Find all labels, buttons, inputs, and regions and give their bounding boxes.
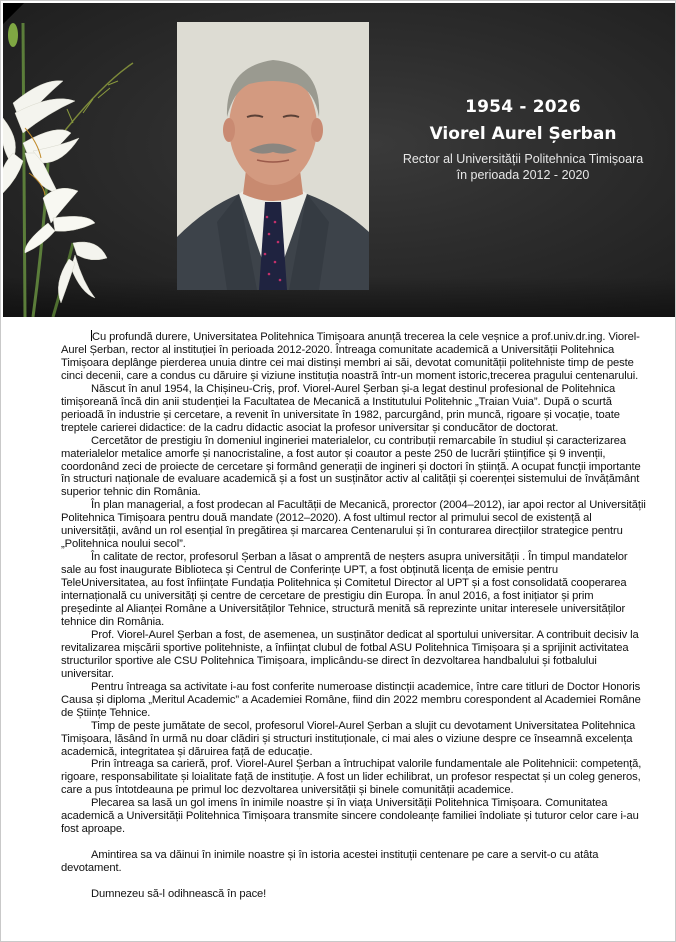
person-portrait-icon	[177, 22, 369, 290]
paragraph-prayer: Dumnezeu să-l odihnească în pace!	[91, 888, 267, 901]
role-description	[373, 151, 673, 183]
deceased-name: Viorel Aurel Șerban	[429, 124, 617, 144]
paragraph-remembrance: Amintirea sa va dăinui în inimile noastre și în istoria acestei instituții centenare pe care a servit-o cu atâta devotament.	[61, 849, 599, 875]
paragraph-research: Cercetător de prestigiu în domeniul ingineriei materialelor, cu contribuții remarcabile în studiul și caracterizarea materialelor metalice amorfe și nanocristaline, a fost autor și coautor a peste 250 de lucrări științifice și 9 invenții, coordonând zeci de proiecte de cercetare și formând generații de ingineri și doctori în știință. A ocupat funcții importante în structuri naționale de evaluare academică și a fost un susținător activ al calității și coerenței sistemului de învățământ superior tehnic din România.	[61, 434, 641, 499]
paragraph-rectorate: În calitate de rector, profesorul Șerban a lăsat o amprentă de neșters asupra universității . În timpul mandatelor sale au fost inaugurate Biblioteca și Centrul de Conferințe UPT, a fost obținută licența de emisie pentru TeleUniversitatea, au fost înființate Fundația Politehnica și Comitetul Director al UPT și a fost consolidată cooperarea internațională cu universități și centre de cercetare de prestigiu din Europa. În anul 2016, a fost inițiator și prim președinte al Alianței Române a Universităților Tehnice, structură menită să reprezinte unitar interesele universităților tehnice din România.	[61, 551, 628, 628]
announcement-body	[61, 330, 646, 901]
paragraph-distinctions: Pentru întreaga sa activitate i-au fost conferite numeroase distincții academice, între care titluri de Doctor Honoris Causa și diploma „Meritul Academic” a Academiei Române, fiind din 2022 membru corespondent al Academiei Române de Științe Tehnice.	[61, 680, 641, 719]
life-years: 1954 - 2026	[465, 97, 581, 117]
white-lilies-icon	[3, 23, 153, 317]
paragraph-intro: Cu profundă durere, Universitatea Politehnica Timișoara anunță trecerea la cele veșnice a prof.univ.dr.ing. Viorel-Aurel Șerban, rector al instituției în perioada 2012-2020. Întreaga comunitate academică a Universității Politehnica Timișoara deplânge pierderea unuia dintre cei mai distinși membri ai săi, devotat comunității politehniste timp de peste cinci decenii, care a condus cu dăruire și viziune instituția noastră într-un moment istoric,trecerea pragului centenarului.	[61, 330, 646, 383]
portrait-photo	[177, 22, 369, 290]
role-line-1: Rector al Universității Politehnica Timișoara	[402, 152, 644, 166]
role-line-2: în perioada 2012 - 2020	[456, 168, 590, 182]
paragraph-condolences: Plecarea sa lasă un gol imens în inimile noastre și în viața Universității Politehnica Timișoara. Comunitatea academică a Universității Politehnica Timișoara transmite sincere condoleanțe familiei îndoliate și tuturor celor care i-au fost aproape.	[61, 797, 639, 836]
paragraph-management: În plan managerial, a fost prodecan al Facultății de Mecanică, prorector (2004–2012), iar apoi rector al Universității Politehnica Timișoara pentru două mandate (2012–2020). A fost ultimul rector al primului secol de existență al universității, având un rol esențial în pregătirea și marcarea Centenarului și în conturarea direcțiilor strategice pentru „Politehnica noului secol”.	[61, 499, 646, 551]
paragraph-sports: Prof. Viorel-Aurel Șerban a fost, de asemenea, un susținător dedicat al sportului universitar. A contribuit decisiv la revitalizarea mișcării sportive politehniste, a înființat clubul de fotbal ASU Politehnica Timișoara și a sprijinit activitatea structurilor sportive ale CSU Politehnica Timișoara, implicându-se direct în dezvoltarea handbalului și fotbalului universitar.	[61, 628, 639, 680]
paragraph-biography: Născut în anul 1954, la Chișineu-Criș, prof. Viorel-Aurel Șerban și-a legat destinul profesional de Politehnica timișoreană încă din anii studenției la Facultatea de Mecanică a Institutului Politehnic „Traian Vuia”. După o scurtă perioadă în industrie și cercetare, a revenit în universitate în 1982, parcurgând, prin muncă, rigoare și vocație, toate treptele carierei didactice: de la cadru didactic asociat la profesor universitar și conducător de doctorat.	[61, 382, 620, 434]
memorial-banner	[3, 3, 675, 317]
banner-caption	[373, 95, 673, 183]
paragraph-values: Prin întreaga sa carieră, prof. Viorel-Aurel Șerban a întruchipat valorile fundamentale ale Politehnicii: competență, rigoare, responsabilitate și loialitate față de instituție. A fost un lider echilibrat, un profesor respectat și un coleg generos, care a pus întotdeauna pe primul loc dezvoltarea universității și binele comunității academice.	[61, 758, 642, 797]
paragraph-legacy: Timp de peste jumătate de secol, profesorul Viorel-Aurel Șerban a slujit cu devotament Universitatea Politehnica Timișoara, lăsând în urmă nu doar clădiri și structuri instituționale, ci mai ales o viziune despre ce înseamnă excelența academică, integritatea și dăruirea față de educație.	[61, 719, 636, 758]
